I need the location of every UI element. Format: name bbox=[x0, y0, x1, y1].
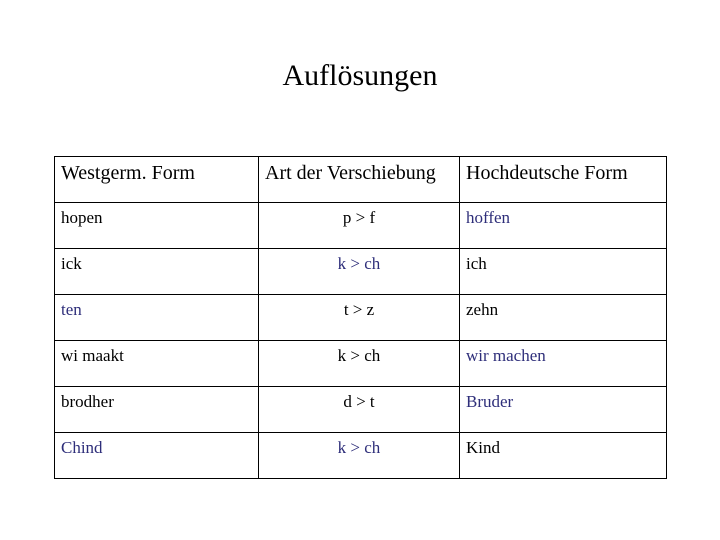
header-art-der-verschiebung: Art der Verschiebung bbox=[259, 157, 460, 203]
westgerm-cell: ten bbox=[55, 295, 259, 341]
westgerm-cell: wi maakt bbox=[55, 341, 259, 387]
westgerm-cell: ick bbox=[55, 249, 259, 295]
shift-cell: d > t bbox=[259, 387, 460, 433]
table-row bbox=[55, 249, 667, 295]
westgerm-cell: hopen bbox=[55, 203, 259, 249]
shift-cell: t > z bbox=[259, 295, 460, 341]
table-row bbox=[55, 203, 667, 249]
header-hochdeutsche-form: Hochdeutsche Form bbox=[460, 157, 667, 203]
westgerm-cell: brodher bbox=[55, 387, 259, 433]
table-row bbox=[55, 433, 667, 479]
table-row bbox=[55, 295, 667, 341]
hochdeutsch-cell: hoffen bbox=[460, 203, 667, 249]
hochdeutsch-cell: Kind bbox=[460, 433, 667, 479]
shift-cell: k > ch bbox=[259, 433, 460, 479]
table-row bbox=[55, 341, 667, 387]
hochdeutsch-cell: ich bbox=[460, 249, 667, 295]
header-westgerm-form: Westgerm. Form bbox=[55, 157, 259, 203]
hochdeutsch-cell: wir machen bbox=[460, 341, 667, 387]
hochdeutsch-cell: Bruder bbox=[460, 387, 667, 433]
shift-cell: p > f bbox=[259, 203, 460, 249]
consonant-shift-table bbox=[54, 156, 667, 479]
shift-cell: k > ch bbox=[259, 249, 460, 295]
shift-cell: k > ch bbox=[259, 341, 460, 387]
hochdeutsch-cell: zehn bbox=[460, 295, 667, 341]
page-title: Auflösungen bbox=[282, 59, 438, 92]
table-row bbox=[55, 387, 667, 433]
westgerm-cell: Chind bbox=[55, 433, 259, 479]
table-header-row bbox=[55, 157, 667, 203]
